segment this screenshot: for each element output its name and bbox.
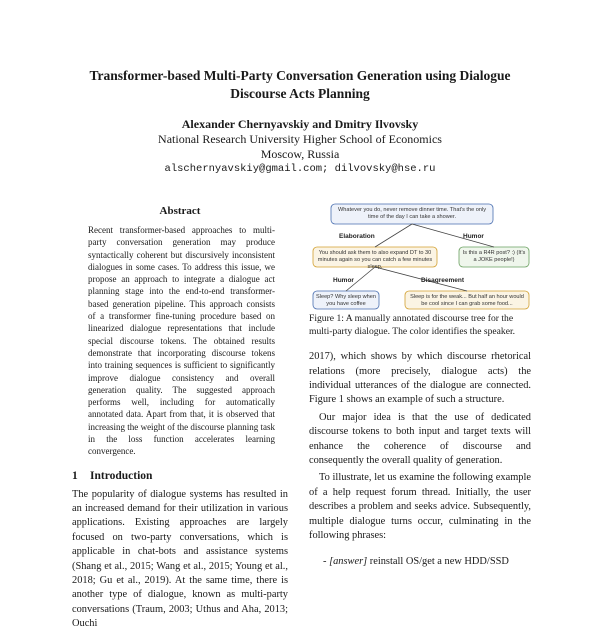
section-heading-introduction	[72, 470, 288, 482]
figure-caption: Figure 1: A manually annotated discourse tree for the multi-party dialogue. The color identifies the speaker.	[309, 313, 516, 337]
node-root-text: Whatever you do, never remove dinner time. That's the only time of the day I can take a shower.	[337, 207, 487, 220]
right-column	[309, 203, 531, 570]
list-bullet: -	[323, 556, 330, 568]
section-title: Introduction	[90, 469, 153, 482]
section-number: 1	[72, 469, 78, 482]
right-paragraph-continuation: 2017), which shows by which discourse rhetorical relations (more precisely, dialogue acts) the individual utterances of the dialogue are connected. Figure 1 shows an example of such a structure.	[309, 351, 531, 406]
location: Moscow, Russia	[260, 147, 340, 161]
author-names: Alexander Chernyavskiy and Dmitry Ilvovsky	[181, 117, 419, 131]
node-bottom-right-text: Sleep is for the weak... But half an hour would be cool since I can grab some food...	[410, 294, 524, 307]
left-column	[72, 205, 288, 632]
list-item-text: reinstall OS/get a new HDD/SSD	[367, 556, 509, 568]
list-item-tag: [answer]	[329, 556, 368, 568]
paper-title: Transformer-based Multi-Party Conversation Generation using Dialogue Discourse Acts Planning	[89, 68, 511, 101]
right-paragraph-2: Our major idea is that the use of dedicated discourse tokens to both input and target texts will enhance the coherence of discourse and consequently the overall quality of generation.	[309, 411, 531, 467]
example-list-item	[323, 555, 531, 569]
introduction-paragraph: The popularity of dialogue systems has resulted in an increased demand for their utilization in various applications. Existing approaches are largely focused on two-party conversations, which is applicable in chat-bots and assistance systems (Shang et al., 2015; Wang et al., 2015; Young et al., 2018; Gu et al., 2019). At the same time, there is another type of dialogue, known as multi-party conversations (Traum, 2003; Uthus and Aha, 2013; Ouchi	[72, 488, 288, 630]
affiliation: National Research University Higher School of Economics	[158, 132, 442, 146]
author-emails: alschernyavskiy@gmail.com; dilvovsky@hse.ru	[164, 163, 436, 175]
relation-label-elaboration: Elaboration	[339, 233, 375, 240]
node-bottom-left-text: Sleep? Why sleep when you have coffee	[315, 294, 376, 307]
relation-label-humor-bottom: Humor	[333, 277, 354, 284]
edge-root-middle-left	[375, 224, 412, 247]
author-block	[60, 117, 540, 177]
node-middle-left-text: You should ask them to also expand DT to 30 minutes again so you can catch a few minutes sleep.	[317, 250, 433, 270]
right-paragraph-3: To illustrate, let us examine the following example of a help request forum thread. Initially, the user describes a problem and seeks advice. Subsequently, multiple dialogue turns occur, culminating in the following phrases:	[309, 472, 531, 542]
abstract-heading: Abstract	[159, 205, 201, 217]
relation-label-disagreement: Disagreement	[421, 277, 464, 284]
node-middle-right-text: Is this a R4R post? :) (It's a JOKE people!)	[462, 250, 526, 263]
abstract-text: Recent transformer-based approaches to multi-party conversation generation may produce syntactically coherent but discursively inconsistent dialogues in some cases. To address this issue, we propose an approach to integrate a dialogue act planning stage into the end-to-end transformer-based generation pipeline. This approach consists of a transformer fine-tuning procedure based on linearized dialogue representations that include special discourse tokens. The obtained results demonstrate that incorporating discourse tokens into training sequences is sufficient to significantly improve dialogue consistency and overall generation quality. The suggested approach performs well, including for automatically annotated data. Apart from that, it is observed that increasing the weight of the discourse planning task in the loss function accelerates learning convergence.	[88, 225, 275, 457]
relation-label-humor-top: Humor	[463, 233, 484, 240]
discourse-tree-figure	[309, 203, 531, 313]
